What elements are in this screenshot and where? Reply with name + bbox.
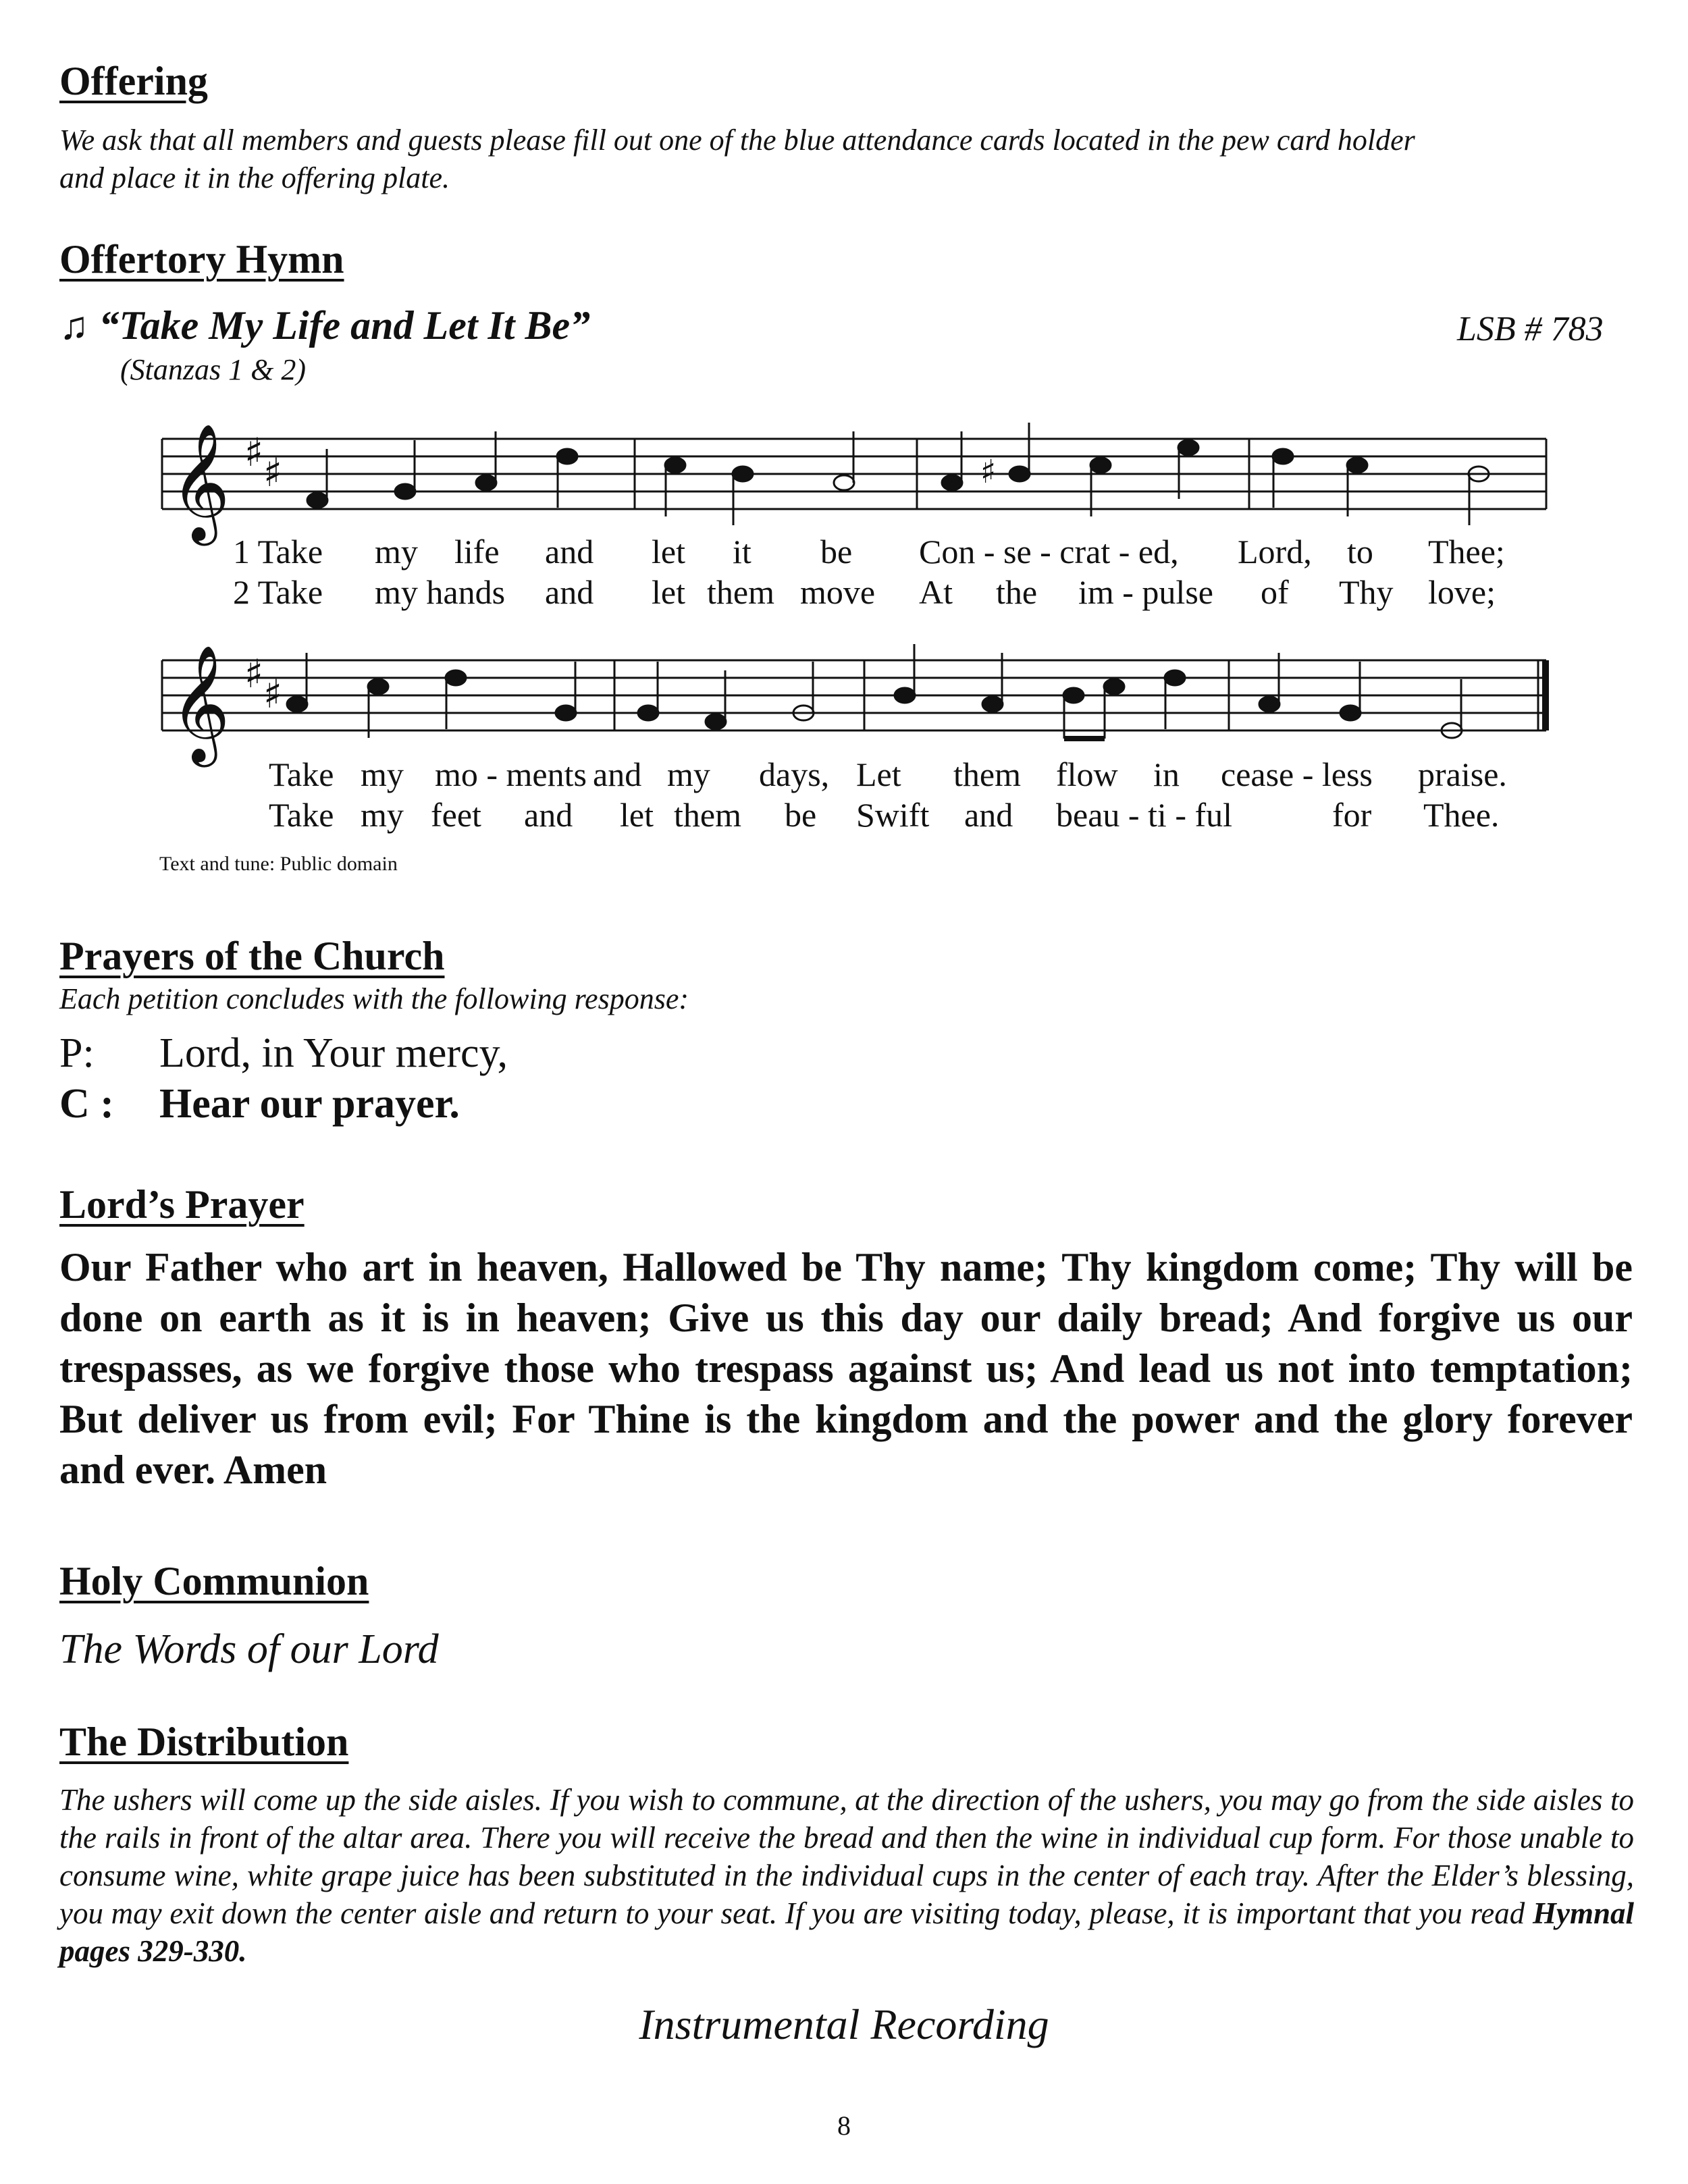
lyric-syllable: let bbox=[652, 573, 685, 611]
lyric-syllable: Thy bbox=[1339, 573, 1394, 611]
distribution-text bbox=[59, 1781, 1634, 1970]
lyric-syllable: my hands bbox=[375, 573, 506, 611]
lords-prayer-heading: Lord’s Prayer bbox=[59, 1182, 305, 1227]
lyric-syllable: Thee. bbox=[1423, 796, 1500, 834]
lyric-syllable: the bbox=[996, 573, 1038, 611]
lyric-syllable: feet bbox=[431, 796, 481, 834]
lyric-syllable: be bbox=[820, 533, 853, 570]
lyric-syllable: of bbox=[1261, 573, 1289, 611]
lyric-syllable: and bbox=[593, 755, 642, 793]
lyric-syllable: for bbox=[1332, 796, 1372, 834]
svg-text:𝄞: 𝄞 bbox=[170, 645, 230, 762]
distribution-heading: The Distribution bbox=[59, 1720, 349, 1764]
lyric-syllable: 1 Take bbox=[233, 533, 323, 570]
music-staff-1 bbox=[155, 398, 1566, 554]
instrumental-recording: Instrumental Recording bbox=[639, 2000, 1049, 2048]
hymn-credit: Text and tune: Public domain bbox=[159, 853, 398, 875]
key-signature-icon: ♯ bbox=[244, 429, 264, 475]
lyric-syllable: let bbox=[620, 796, 654, 834]
lyric-syllable: cease - less bbox=[1221, 755, 1373, 793]
hymn-title-row bbox=[59, 302, 590, 349]
lyric-syllable: praise. bbox=[1418, 755, 1507, 793]
lyric-syllable: and bbox=[964, 796, 1013, 834]
lyric-syllable: my bbox=[361, 796, 404, 834]
offering-heading: Offering bbox=[59, 59, 208, 103]
lyric-syllable: my bbox=[375, 533, 418, 570]
congregation-label: C : bbox=[59, 1081, 114, 1127]
lyric-syllable: mo - ments bbox=[435, 755, 587, 793]
hymnal-reference: Hymnal pages 329-330. bbox=[59, 1896, 1634, 1968]
lyric-syllable: Take bbox=[269, 796, 334, 834]
lyric-syllable: my bbox=[361, 755, 404, 793]
lyric-syllable: them bbox=[953, 755, 1021, 793]
lyric-syllable: Lord, bbox=[1238, 533, 1312, 570]
lyric-syllable: Take bbox=[269, 755, 334, 793]
hymn-number: LSB # 783 bbox=[1457, 310, 1604, 348]
lyric-syllable: them bbox=[674, 796, 741, 834]
music-staff-2 bbox=[155, 620, 1566, 775]
page-number: 8 bbox=[837, 2110, 851, 2141]
lyric-syllable: to bbox=[1347, 533, 1373, 570]
lyric-syllable: Let bbox=[856, 755, 901, 793]
communion-heading: Holy Communion bbox=[59, 1559, 369, 1603]
svg-text:♯: ♯ bbox=[244, 651, 264, 697]
lyric-syllable: flow bbox=[1056, 755, 1118, 793]
lyric-syllable: be bbox=[785, 796, 817, 834]
lyric-syllable: move bbox=[800, 573, 876, 611]
lyric-syllable: in bbox=[1153, 755, 1180, 793]
lyric-syllable: im - pulse bbox=[1078, 573, 1213, 611]
offertory-heading: Offertory Hymn bbox=[59, 237, 344, 282]
lyric-syllable: life bbox=[454, 533, 500, 570]
svg-text:♯: ♯ bbox=[263, 671, 283, 717]
pastor-response: Lord, in Your mercy, bbox=[159, 1030, 508, 1076]
lyric-syllable: let bbox=[652, 533, 685, 570]
stanzas-note: (Stanzas 1 & 2) bbox=[120, 353, 306, 386]
svg-text:♯: ♯ bbox=[263, 450, 283, 496]
lyric-syllable: them bbox=[707, 573, 774, 611]
treble-clef-icon: 𝄞 bbox=[170, 423, 230, 541]
svg-text:♯: ♯ bbox=[980, 453, 997, 491]
distribution-body: The ushers will come up the side aisles. If you wish to commune, at the direction of the ushers, you may go from the side aisles to the rails in front of the altar area. There you will receive the bread and then the wine in individual cup form. For those unable to consume wine, white grape juice has been substituted in the individual cups in the center of each tray. After the Elder’s blessing, you may exit down the center aisle and return to your seat. If you are visiting today, please, it is important that you read bbox=[59, 1783, 1634, 1930]
congregation-response: Hear our prayer. bbox=[159, 1081, 460, 1127]
lyric-syllable: days, bbox=[759, 755, 830, 793]
hymn-title: “Take My Life and Let It Be” bbox=[99, 303, 591, 348]
lyric-syllable: and bbox=[524, 796, 573, 834]
offering-instruction-line2: and place it in the offering plate. bbox=[59, 161, 450, 194]
offering-instruction-line1: We ask that all members and guests please fill out one of the blue attendance cards located in the pew card holder bbox=[59, 124, 1415, 157]
lyric-syllable: Thee; bbox=[1428, 533, 1505, 570]
lyric-syllable: and bbox=[545, 573, 594, 611]
prayers-instruction: Each petition concludes with the following response: bbox=[59, 982, 689, 1015]
music-note-icon: ♫ bbox=[59, 304, 89, 348]
lyric-syllable: 2 Take bbox=[233, 573, 323, 611]
lords-prayer-text: Our Father who art in heaven, Hallowed be Thy name; Thy kingdom come; Thy will be done on earth as it is in heaven; Give us this day our daily bread; And forgive us our trespasses, as we forgive those who trespass against us; And lead us not into temptation; But deliver us from evil; For Thine is the kingdom and the power and the glory forever and ever. Amen bbox=[59, 1245, 1633, 1492]
lyric-syllable: At bbox=[919, 573, 953, 611]
lyric-syllable: it bbox=[733, 533, 751, 570]
lyric-syllable: Swift bbox=[856, 796, 930, 834]
lyric-syllable: beau - ti - ful bbox=[1056, 796, 1233, 834]
offering-instruction bbox=[59, 122, 1639, 197]
lyric-syllable: and bbox=[545, 533, 594, 570]
lyric-syllable: Con - se - crat - ed, bbox=[919, 533, 1179, 570]
prayers-heading: Prayers of the Church bbox=[59, 934, 445, 978]
lyric-syllable: love; bbox=[1428, 573, 1496, 611]
communion-subtitle: The Words of our Lord bbox=[59, 1626, 439, 1672]
lyric-syllable: my bbox=[667, 755, 710, 793]
pastor-label: P: bbox=[59, 1030, 95, 1076]
